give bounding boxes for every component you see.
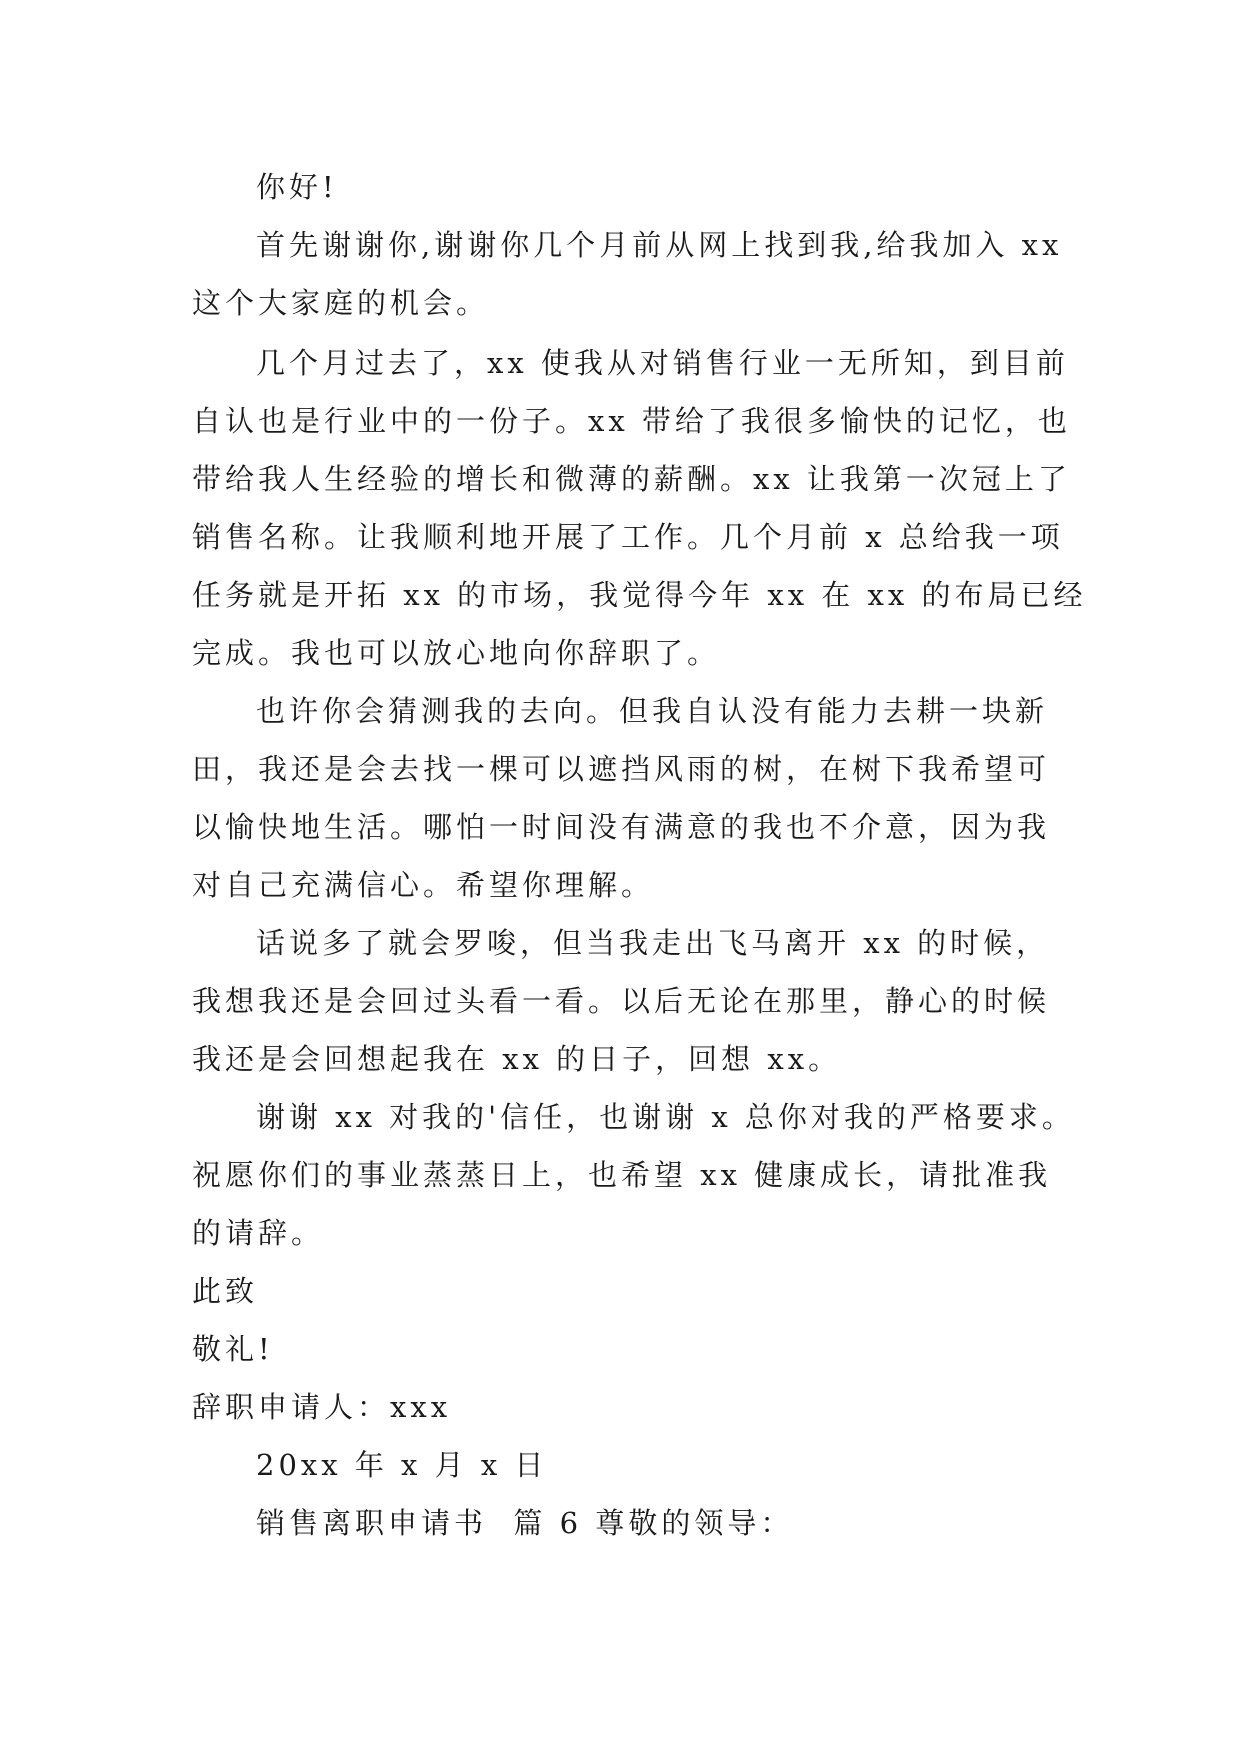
paragraph-line: 祝愿你们的事业蒸蒸日上，也希望 xx 健康成长，请批准我 bbox=[192, 1158, 1052, 1192]
paragraph-line: 完成。我也可以放心地向你辞职了。 bbox=[192, 636, 721, 670]
closing-line: 此致 bbox=[192, 1274, 259, 1308]
applicant-line: 辞职申请人：xxx bbox=[192, 1390, 452, 1424]
paragraph-line: 话说多了就会罗唆，但当我走出飞马离开 xx 的时候， bbox=[256, 926, 1050, 960]
closing-salutation: 敬礼! bbox=[192, 1332, 274, 1366]
paragraph-line: 我想我还是会回过头看一看。以后无论在那里，静心的时候 bbox=[192, 984, 1051, 1018]
paragraph-line: 我还是会回想起我在 xx 的日子，回想 xx。 bbox=[192, 1042, 842, 1076]
paragraph-line: 任务就是开拓 xx 的市场，我觉得今年 xx 在 xx 的布局已经 bbox=[192, 578, 1087, 612]
paragraph-line: 首先谢谢你,谢谢你几个月前从网上找到我,给我加入 xx bbox=[256, 228, 1063, 262]
paragraph-line: 带给我人生经验的增长和微薄的薪酬。xx 让我第一次冠上了 bbox=[192, 462, 1071, 496]
paragraph-line: 也许你会猜测我的去向。但我自认没有能力去耕一块新 bbox=[256, 694, 1049, 728]
paragraph-line: 田，我还是会去找一棵可以遮挡风雨的树，在树下我希望可 bbox=[192, 752, 1051, 786]
paragraph-line: 自认也是行业中的一份子。xx 带给了我很多愉快的记忆，也 bbox=[192, 404, 1071, 438]
section-heading-line: 销售离职申请书 篇 6 尊敬的领导： bbox=[256, 1506, 794, 1540]
paragraph-line: 谢谢 xx 对我的'信任，也谢谢 x 总你对我的严格要求。 bbox=[256, 1100, 1075, 1134]
date-line: 20xx 年 x 月 x 日 bbox=[256, 1448, 548, 1482]
paragraph-line: 销售名称。让我顺利地开展了工作。几个月前 x 总给我一项 bbox=[192, 520, 1064, 554]
paragraph-line: 对自己充满信心。希望你理解。 bbox=[192, 868, 655, 902]
paragraph-line: 以愉快地生活。哪怕一时间没有满意的我也不介意，因为我 bbox=[192, 810, 1051, 844]
paragraph-line: 几个月过去了，xx 使我从对销售行业一无所知，到目前 bbox=[256, 346, 1069, 380]
greeting-line: 你好! bbox=[256, 170, 338, 204]
paragraph-line: 的请辞。 bbox=[192, 1216, 325, 1250]
paragraph-line: 这个大家庭的机会。 bbox=[192, 286, 490, 320]
